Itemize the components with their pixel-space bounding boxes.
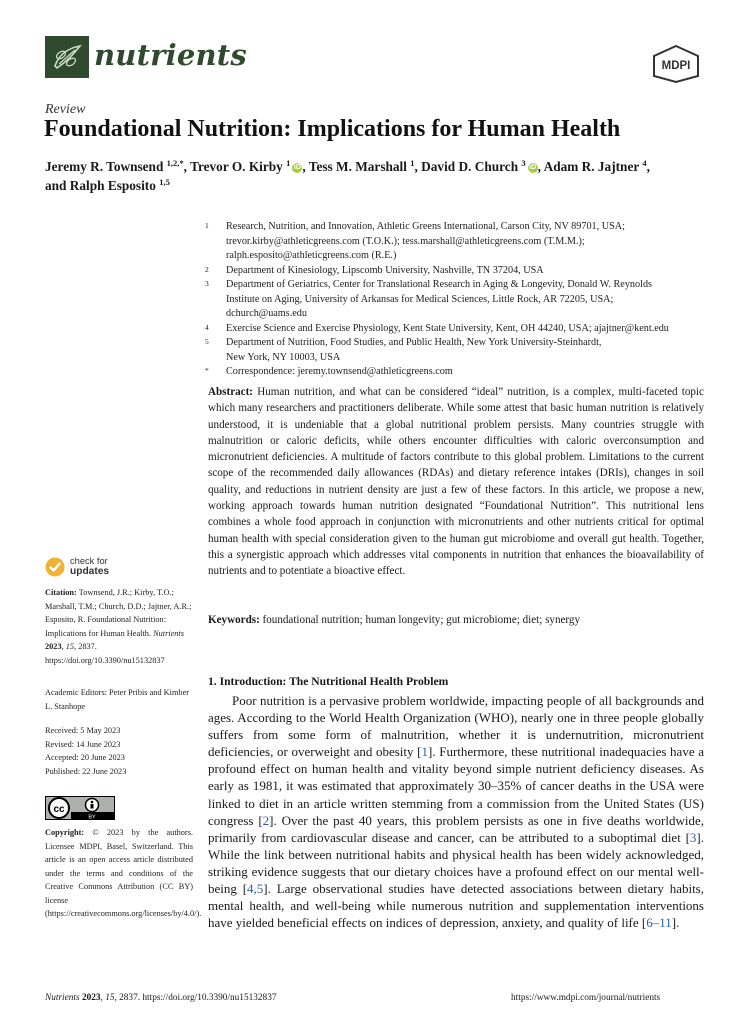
- citation-volume: 15: [65, 642, 75, 651]
- citation-link[interactable]: 1: [421, 744, 429, 760]
- intro-text: ]. Over the past 40 years, this problem persists as one in five deaths worldwide, primarily from cardiovascular disease and cancer, can be attributed to a suboptimal diet [: [208, 812, 704, 845]
- intro-text: Poor nutrition is a pervasive problem worldwide, impacting people of all backgrounds and ages. According to the World Health Organization (WHO), nearly one in three people globally suffers from some form of malnutrition, whether it is undernutrition, micronutrient deficiencies, or overweight and obesity [: [208, 693, 704, 760]
- copyright-notice: [45, 826, 202, 921]
- date-item: Published: 22 June 2023: [45, 766, 127, 776]
- affiliation-number: *: [205, 366, 209, 375]
- affiliation-number: 3: [205, 279, 209, 288]
- affiliation-text: [226, 278, 652, 322]
- author-name: Trevor O. Kirby: [190, 159, 283, 174]
- affiliation-number: 4: [205, 322, 209, 332]
- publication-dates: [45, 724, 193, 778]
- affiliation-number: 2: [205, 264, 209, 274]
- orcid-icon[interactable]: iD: [293, 164, 301, 171]
- author: [421, 159, 538, 174]
- footer-citation: Nutrients 2023, 15, 2837. https://doi.org/10.3390/nu15132837: [45, 993, 277, 1003]
- date-item: Received: 5 May 2023: [45, 726, 121, 735]
- affiliation-item: [205, 278, 705, 322]
- affiliation-line: Research, Nutrition, and Innovation, Athletic Greens International, Carson City, NV 89701, USA;: [226, 221, 625, 232]
- article-title: Foundational Nutrition: Implications for Human Health: [44, 116, 621, 142]
- affiliation-item: [205, 336, 705, 365]
- author-affiliation-marker: 1: [410, 158, 415, 168]
- affiliation-number: 1: [205, 221, 209, 230]
- author-affiliation-marker: 1,5: [159, 177, 170, 187]
- author-name: David D. Church: [421, 159, 519, 174]
- affiliation-line: trevor.kirby@athleticgreens.com (T.O.K.); tess.marshall@athleticgreens.com (T.M.M.);: [226, 235, 585, 247]
- footer-year: 2023: [81, 993, 101, 1003]
- citation-pages: , 2837.: [74, 642, 97, 651]
- citation-link[interactable]: 3: [689, 829, 697, 845]
- footer-volume: 15: [105, 993, 115, 1003]
- keywords-label: Keywords:: [208, 614, 260, 626]
- affiliation-text: [226, 336, 601, 365]
- mdpi-logo-icon: [650, 44, 702, 88]
- cc-by-license-icon[interactable]: [45, 796, 115, 824]
- affiliation-item: [205, 220, 705, 264]
- affiliation-text: [226, 264, 544, 279]
- footer-doi[interactable]: , 2837. https://doi.org/10.3390/nu15132837: [114, 993, 277, 1003]
- author: [70, 178, 170, 193]
- affiliation-line: New York, NY 10003, USA: [226, 351, 341, 363]
- citation-journal: Nutrients: [153, 628, 184, 638]
- affiliations: [205, 220, 705, 380]
- author-name: Tess M. Marshall: [308, 159, 407, 174]
- author-affiliation-marker: 1,2,*: [166, 158, 184, 168]
- author-affiliation-marker: 3: [521, 158, 526, 168]
- abstract-text: Human nutrition, and what can be considered “ideal” nutrition, is a complex, multi-faceted topic which many researchers and practitioners deliberate. While some attest that basic human nutrition is relatively understood, it is undeniable that a global nutritional problem persists. Many countries struggle with malnutrition or caloric deficits, while others encounter difficulties with caloric overconsumption and micronutrient deficiencies. A multitude of factors contribute to this global problem. Limitations to the current scope of the recommended daily allowances (RDAs) and dietary reference intakes (DRIs), changes in soil quality, and reductions in nutrient density are just a few of these factors. In this article, we propose a new, working approach towards human nutrition designated “Foundational Nutrition”. This nutritional lens combines a whole food approach in conjunction with micronutrients and other nutrients critical for optimal human health with special consideration given to the human gut microbiome and overall gut health. Together, this a synergistic approach which addresses vital components in nutrition that enhances the bioavailability of nutrients and to potentiate a bioactive effect.: [208, 386, 704, 578]
- affiliation-line: ralph.esposito@athleticgreens.com (R.E.): [226, 250, 397, 261]
- affiliation-item: [205, 365, 705, 380]
- affiliation-text: [226, 220, 625, 264]
- intro-text: ]. Large observational studies have detected associations between dietary habits, mental health, and well-being while numerous nutrition and supplementation interventions have yielded beneficial effects on indices of depression, anxiety, and quality of life [: [208, 881, 704, 931]
- abstract: [208, 384, 704, 580]
- intro-text: ].: [671, 915, 680, 931]
- author-name: Jeremy R. Townsend: [45, 159, 164, 174]
- author-affiliation-marker: 1: [286, 158, 291, 168]
- abstract-label: Abstract:: [208, 386, 253, 398]
- citation-doi-link[interactable]: https://doi.org/10.3390/nu15132837: [45, 655, 165, 665]
- affiliation-text: [226, 322, 669, 337]
- section-heading-introduction: 1. Introduction: The Nutritional Health Problem: [208, 675, 449, 688]
- affiliation-item: [205, 264, 705, 279]
- author: [190, 159, 302, 174]
- footer-journal: Nutrients: [45, 993, 80, 1003]
- affiliation-item: [205, 322, 705, 337]
- affiliation-line: Institute on Aging, University of Arkansas for Medical Sciences, Little Rock, AR 72205, USA;: [226, 293, 614, 305]
- author-affiliation-marker: 4: [642, 158, 647, 168]
- intro-text: ]. While the link between nutritional habits and physical health has been widely acknowledged, striking evidence suggests that our dietary choices have a profound effect on our mental well-being [: [208, 829, 704, 897]
- orcid-icon[interactable]: iD: [529, 164, 537, 171]
- affiliation-text: [226, 365, 453, 380]
- citation-link[interactable]: 6–11: [646, 915, 672, 931]
- journal-name: nutrients: [94, 38, 247, 72]
- keywords-text: foundational nutrition; human longevity; gut microbiome; diet; synergy: [262, 614, 581, 626]
- affiliation-number: 5: [205, 337, 209, 346]
- author-list: Jeremy R. Townsend $^{1,2,*}$, Trevor O. Kirby $^1$ iD , Tess M. Marshall $^1$, David D. Church $^3$ iD , Adam R. Jajtner $^4$, and Ralph Esposito $^{1,5}$: [45, 158, 650, 193]
- affiliation-line: Correspondence: jeremy.townsend@athleticgreens.com: [226, 366, 453, 377]
- check-line2: updates: [70, 566, 110, 577]
- date-item: Revised: 14 June 2023: [45, 739, 121, 749]
- check-line1: check for: [70, 556, 108, 566]
- introduction-paragraph: [208, 692, 704, 931]
- affiliation-line: dchurch@uams.edu: [226, 308, 307, 319]
- article-type: Review: [45, 102, 86, 117]
- copyright-label: Copyright:: [45, 828, 85, 837]
- check-for-updates-button[interactable]: [45, 556, 109, 577]
- affiliation-line: Department of Nutrition, Food Studies, and Public Health, New York University-Steinhardt,: [226, 337, 602, 348]
- citation-text: Townsend, J.R.; Kirby, T.O.; Marshall, T.M.; Church, D.D.; Jajtner, A.R.; Esposito, R. Foundational Nutrition: Implications for Human Health.: [45, 588, 192, 638]
- author: [544, 159, 647, 174]
- citation-link[interactable]: 4,5: [247, 881, 264, 897]
- publisher-name: MDPI: [661, 60, 691, 72]
- author: [45, 159, 184, 174]
- keywords: [208, 612, 704, 628]
- author-name: Ralph Esposito: [69, 178, 156, 193]
- academic-editors: Academic Editors: Peter Pribis and Kimber L. Stanhope: [45, 688, 190, 711]
- svg-text:BY: BY: [88, 814, 96, 820]
- check-for-updates-icon: [45, 557, 65, 577]
- author: [309, 159, 415, 174]
- affiliation-line: Exercise Science and Exercise Physiology, Kent State University, Kent, OH 44240, USA; ajajtner@kent.edu: [226, 322, 669, 334]
- date-item: Accepted: 20 June 2023: [45, 753, 125, 762]
- affiliation-line: Department of Geriatrics, Center for Translational Research in Aging & Longevity, Donald W. Reynolds: [226, 279, 652, 290]
- citation-block: Citation: Townsend, J.R.; Kirby, T.O.; Marshall, T.M.; Church, D.D.; Jajtner, A.R.; Esposito, R. Foundational Nutrition: Implications for Human Health. Nutrients 2023, 15, 2837. https://doi.org/10.3390/nu15132837: [45, 588, 192, 665]
- citation-year: 2023: [45, 642, 62, 651]
- journal-logo-icon: [45, 36, 89, 78]
- citation-link[interactable]: 2: [262, 812, 270, 828]
- citation-label: Citation:: [45, 588, 77, 597]
- footer-journal-url[interactable]: https://www.mdpi.com/journal/nutrients: [511, 993, 661, 1003]
- copyright-text: © 2023 by the authors. Licensee MDPI, Basel, Switzerland. This article is an open access article distributed under the terms and conditions of the Creative Commons Attribution (CC BY) license (https://creativecommons.org/licenses/by/4.0/).: [45, 828, 202, 918]
- svg-text:cc: cc: [53, 804, 65, 815]
- affiliation-line: Department of Kinesiology, Lipscomb University, Nashville, TN 37204, USA: [226, 264, 544, 276]
- author-name: Adam R. Jajtner: [543, 159, 640, 174]
- intro-text: ]. Furthermore, these nutritional inadequacies have a profound effect on human health and vitality beyond simple nutrient deficiency diseases. As early as 1981, it was estimated that approximately 30–35% of cancer deaths in the USA were linked to diet in an article written stemming from a commission from the United States (US) congress [: [208, 744, 704, 828]
